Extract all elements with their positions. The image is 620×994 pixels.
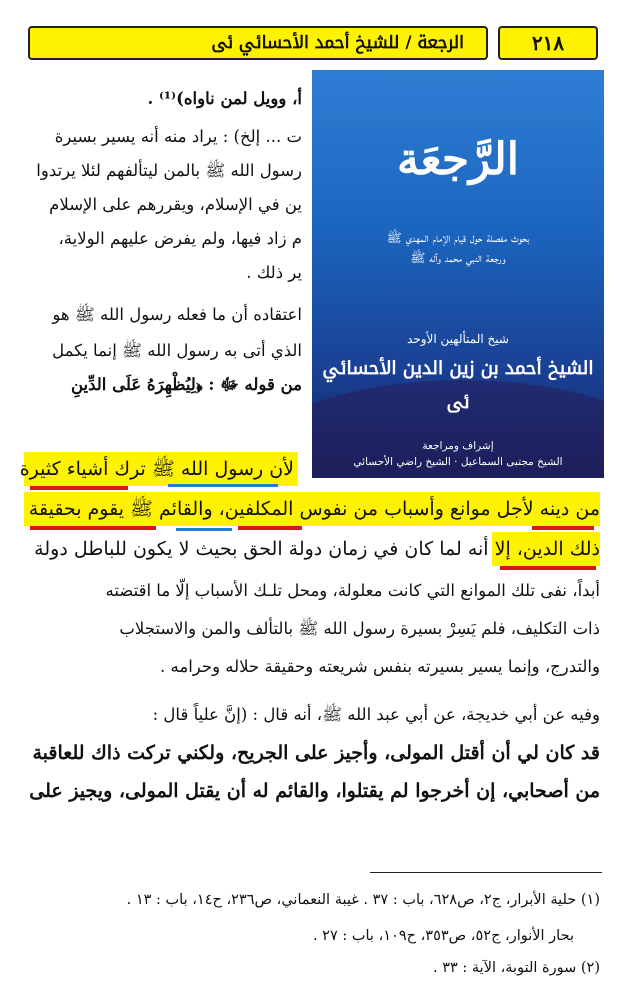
body-line-4: ين في الإسلام، ويقررهم على الإسلام	[49, 195, 302, 214]
red-underline-2	[532, 526, 594, 530]
body-line-5: م زاد فيها، ولم يفرض عليهم الولاية،	[58, 229, 302, 248]
running-title: الرجعة / للشيخ أحمد الأحسائي ﯹ	[28, 26, 488, 60]
body-line-12: ذلك الدين، إلا أنه لما كان في زمان دولة الحق بحيث لا يكون للباطل دولة	[34, 538, 600, 560]
body-line-16: وفيه عن أبي خديجة، عن أبي عبد الله ﷺ، أنه قال : (إنَّ علياً قال :	[152, 705, 600, 724]
body-line-1: أ، وويل لمن ناواه)⁽¹⁾ .	[147, 89, 302, 108]
body-line-17: قد كان لي أن أقتل المولى، وأجيز على الجريح، ولكني تركت ذاك للعاقبة	[32, 742, 600, 764]
footnote-2: (٢) سورة التوبة، الآية : ٣٣ .	[432, 960, 600, 976]
red-underline-3	[238, 526, 302, 530]
footnote-1: (١) حلية الأبرار، ج٢، ص٦٢٨، باب : ٣٧ . غيبة النعماني، ص٢٣٦، ح١٤، باب : ١٣ .	[126, 892, 600, 908]
red-underline-1	[30, 486, 128, 490]
red-underline-5	[500, 566, 596, 570]
blue-underline-2	[176, 528, 232, 531]
cover-author-label: شيخ المتألهين الأوحد	[407, 332, 509, 346]
body-line-2: ت ... إلخ) : يراد منه أنه يسير بسيرة	[54, 127, 302, 146]
footnote-divider	[370, 872, 602, 873]
cover-supervisors: الشيخ مجتبى السماعيل · الشيخ راضي الأحسائي	[353, 456, 563, 468]
body-line-15: والتدرج، وإنما يسير بسيرته بنفس شريعته وحقيقة حلاله وحرامه .	[160, 657, 600, 676]
page-header	[0, 20, 620, 66]
body-line-9: من قوله ﷻ : ﴿لِيُظْهِرَهُ عَلَى الدِّينِ	[70, 375, 302, 394]
cover-author: الشيخ أحمد بن زين الدين الأحسائي ﯹ	[322, 358, 594, 413]
body-line-13: أبداً، نفى تلك الموانع التي كانت معلولة، ومحل تلـك الأسباب إلّا ما اقتضته	[105, 581, 600, 600]
book-cover-image	[312, 70, 604, 478]
body-line-7: اعتقاده أن ما فعله رسول الله ﷺ هو	[52, 305, 302, 324]
cover-subtitle-1: بحوث مفصلة حول قيام الإمام المهدي ﷺ	[386, 230, 530, 245]
body-line-11: من دينه لأجل موانع وأسباب من نفوس المكلفين، والقائم ﷺ يقوم بحقيقة	[28, 498, 600, 520]
page-number: ٢١٨	[498, 26, 598, 60]
body-line-8: الذي أتى به رسول الله ﷺ إنما يكمل	[52, 341, 302, 360]
blue-underline-1	[168, 484, 278, 487]
red-underline-4	[30, 526, 156, 530]
cover-title: الرَّجعَة	[397, 134, 519, 185]
body-line-6: ير ذلك .	[246, 263, 302, 282]
body-line-3: رسول الله ﷺ بالمن ليتألفهم لئلا يرتدوا	[36, 161, 302, 180]
body-line-14: ذات التكليف، فلم يَسِرْ بسيرة رسول الله ﷺ بالتألف والمن والاستجلاب	[119, 619, 600, 638]
cover-supervision-label: إشراف ومراجعة	[422, 440, 494, 452]
body-line-18: من أصحابي، إن أخرجوا لم يقتلوا، والقائم له أن يقتل المولى، ويجيز على	[29, 780, 600, 802]
body-line-10: لأن رسول الله ﷺ ترك أشياء كثيرة	[19, 458, 294, 480]
cover-subtitle-2: ورجعة النبي محمد وآله ﷺ	[410, 250, 506, 265]
footnote-1-continued: بحار الأنوار، ج٥٢، ص٣٥٣، ح١٠٩، باب : ٢٧ .	[312, 928, 574, 944]
